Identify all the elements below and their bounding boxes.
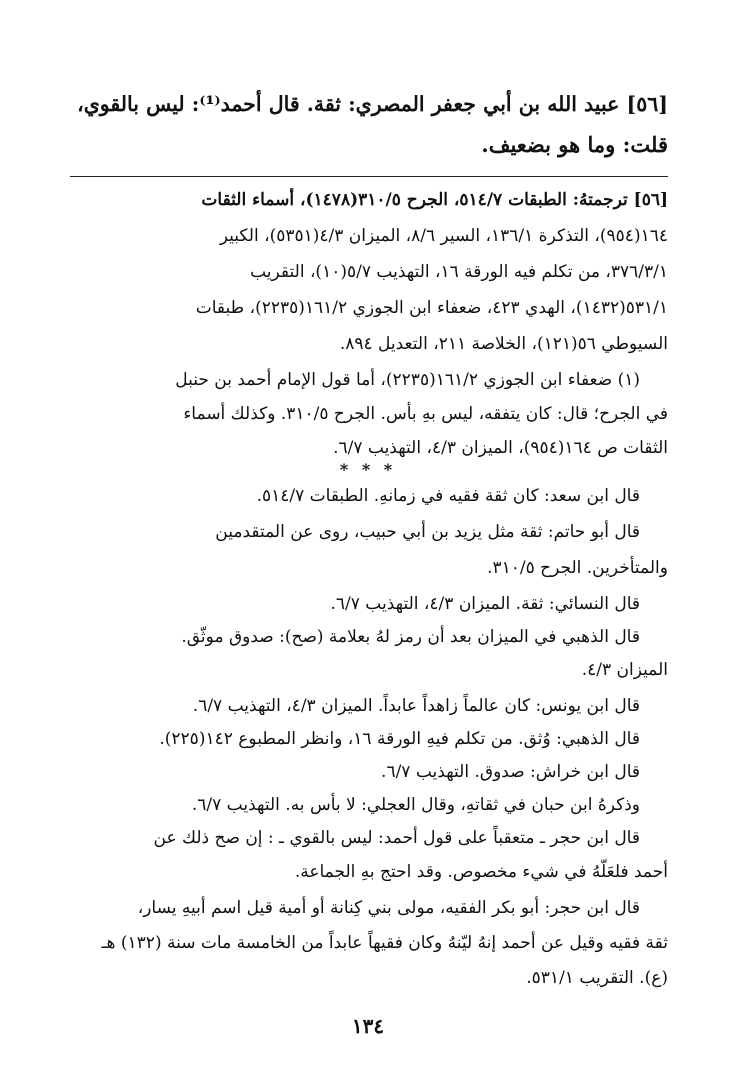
quote-line: قال النسائي: ثقة. الميزان ٤/٣، التهذيب ٦/٧. bbox=[330, 594, 640, 614]
entry-line: قلت: وما هو بضعيف. bbox=[481, 132, 668, 157]
quote-line: أحمد فلعَلّهُ في شيء مخصوص. وقد احتج بهِ الجماعة. bbox=[294, 862, 668, 882]
footnote-line: (١) ضعفاء ابن الجوزي ١٦١/٢(٢٢٣٥)، أما قول الإمام أحمد بن حنبل bbox=[175, 370, 640, 390]
quote-line: قال ابن حجر: أبو بكر الفقيه، مولى بني كِنانة أو أمية قيل اسم أبيهِ يسار، bbox=[137, 898, 640, 918]
footnote-line: الثقات ص ١٦٤(٩٥٤)، الميزان ٤/٣، التهذيب ٦/٧. bbox=[333, 438, 668, 458]
translation-line: السيوطي ٥٦(١٢١)، الخلاصة ٢١١، التعديل ٨٩٤. bbox=[339, 334, 668, 354]
quote-line: قال ابن يونس: كان عالماً زاهداً عابداً. الميزان ٤/٣، التهذيب ٦/٧. bbox=[192, 696, 640, 716]
quote-line: وذكرهُ ابن حبان في ثقاتهِ، وقال العجلي: لا بأس به. التهذيب ٦/٧. bbox=[191, 795, 640, 815]
translation-line: ٣٧٦/٣/١، من تكلم فيه الورقة ١٦، التهذيب ٥/٧(١٠)، التقريب bbox=[250, 262, 668, 282]
page-number: ١٣٤ bbox=[351, 1014, 385, 1038]
translation-line: [٥٦] ترجمتهُ: الطبقات ٥١٤/٧، الجرح ٣١٠/٥(١٤٧٨)، أسماء الثقات bbox=[201, 190, 668, 210]
quote-line: قال ابن سعد: كان ثقة فقيه في زمانهِ. الطبقات ٥١٤/٧. bbox=[256, 486, 640, 506]
quote-line: والمتأخرين. الجرح ٣١٠/٥. bbox=[487, 558, 668, 578]
quote-line: قال ابن حجر ـ متعقباً على قول أحمد: ليس بالقوي ـ : إن صح ذلك عن bbox=[153, 828, 640, 848]
translation-line: ٥٣١/١(١٤٣٢)، الهدي ٤٢٣، ضعفاء ابن الجوزي ١٦١/٢(٢٢٣٥)، طبقات bbox=[195, 298, 668, 318]
quote-line: قال أبو حاتم: ثقة مثل يزيد بن أبي حبيب، روى عن المتقدمين bbox=[215, 522, 640, 542]
quote-line: قال الذهبي: وُثق. من تكلم فيهِ الورقة ١٦، وانظر المطبوع ١٤٢(٢٢٥). bbox=[159, 729, 640, 749]
quote-line: الميزان ٤/٣. bbox=[581, 660, 668, 680]
quote-line: قال الذهبي في الميزان بعد أن رمز لهُ بعلامة (صح): صدوق موثّق. bbox=[181, 627, 640, 647]
quote-line: قال ابن خراش: صدوق. التهذيب ٦/٧. bbox=[381, 762, 640, 782]
quote-line: (ع). التقريب ٥٣١/١. bbox=[526, 968, 668, 988]
footnote-line: في الجرح؛ قال: كان يتفقه، ليس بهِ بأس. الجرح ٣١٠/٥. وكذلك أسماء bbox=[183, 404, 668, 424]
quote-line: ثقة فقيه وقيل عن أحمد إنهُ ليّنهُ وكان فقيهاً عابداً من الخامسة مات سنة (١٣٢) هـ bbox=[101, 933, 668, 953]
section-divider-stars: * * * bbox=[339, 460, 397, 479]
translation-line: ١٦٤(٩٥٤)، التذكرة ١٣٦/١، السير ٨/٦، الميزان ٤/٣(٥٣٥١)، الكبير bbox=[219, 226, 668, 246]
footnote-separator bbox=[70, 176, 668, 177]
entry-line: [٥٦] عبيد الله بن أبي جعفر المصري: ثقة. قال أحمد⁽¹⁾: ليس بالقوي، bbox=[77, 92, 668, 116]
